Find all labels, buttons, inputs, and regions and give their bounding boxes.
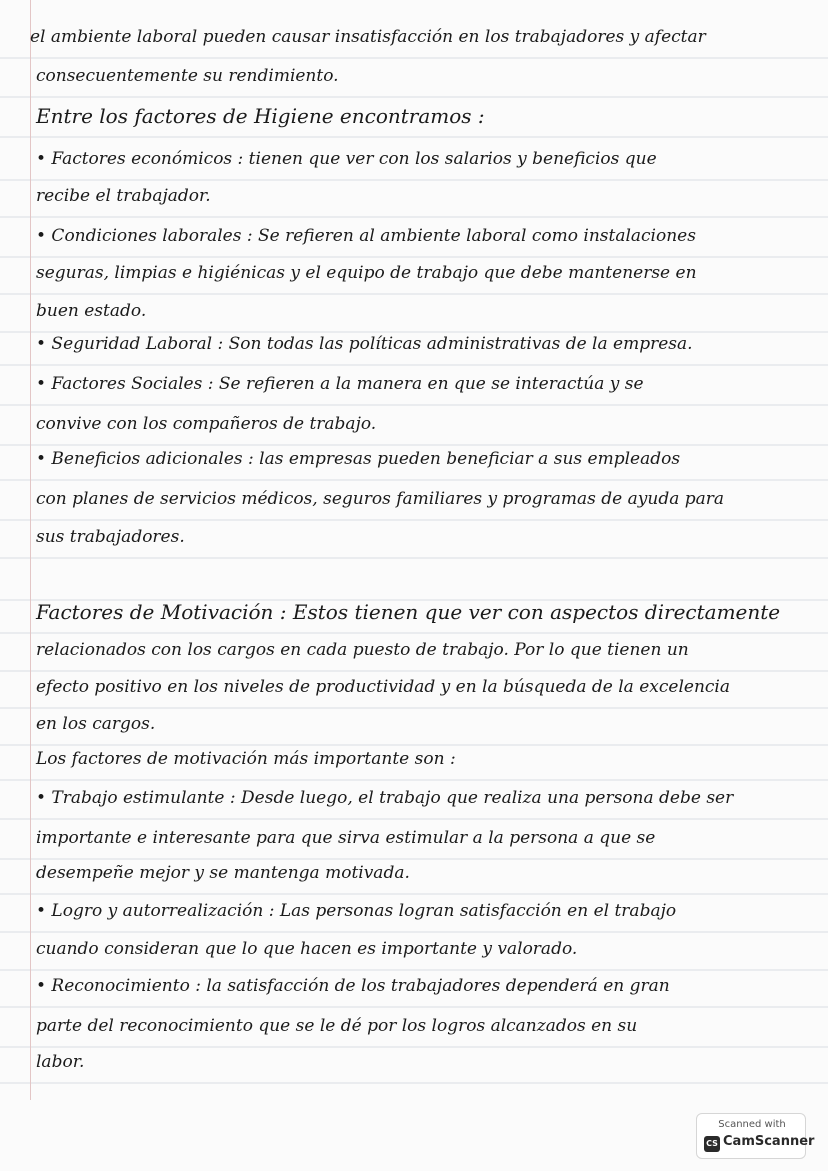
list-item: • Seguridad Laboral : Son todas las políticas administrativas de la empresa. [36, 334, 693, 354]
list-item: • Condiciones laborales : Se refieren al ambiente laboral como instalaciones [36, 226, 696, 246]
list-item: • Reconocimiento : la satisfacción de los trabajadores dependerá en gran [36, 976, 670, 996]
text-line: consecuentemente su rendimiento. [36, 66, 339, 86]
text-line: el ambiente laboral pueden causar insatisfacción en los trabajadores y afectar [30, 27, 706, 47]
text-line: Los factores de motivación más importante son : [36, 749, 456, 769]
text-line: parte del reconocimiento que se le dé por los logros alcanzados en su [36, 1016, 638, 1036]
camscanner-logo-icon: CS [704, 1136, 720, 1152]
text-line: efecto positivo en los niveles de productividad y en la búsqueda de la excelencia [36, 677, 730, 697]
text-line: seguras, limpias e higiénicas y el equipo de trabajo que debe mantenerse en [36, 263, 697, 283]
text-line: importante e interesante para que sirva estimular a la persona a que se [36, 828, 656, 848]
text-line: desempeñe mejor y se mantenga motivada. [36, 863, 410, 883]
text-line: labor. [36, 1052, 85, 1072]
heading-motivation-factors: Factores de Motivación : Estos tienen que ver con aspectos directamente [36, 600, 781, 624]
heading-hygiene-factors: Entre los factores de Higiene encontramos : [36, 104, 485, 128]
blank-line [0, 565, 828, 599]
list-item: • Beneficios adicionales : las empresas pueden beneficiar a sus empleados [36, 449, 681, 469]
text-line: relacionados con los cargos en cada puesto de trabajo. Por lo que tienen un [36, 640, 689, 660]
list-item: • Factores económicos : tienen que ver con los salarios y beneficios que [36, 149, 657, 169]
text-line: convive con los compañeros de trabajo. [36, 414, 377, 434]
text-line: recibe el trabajador. [36, 186, 211, 206]
watermark-caption: Scanned with [718, 1119, 786, 1130]
text-line: sus trabajadores. [36, 527, 185, 547]
text-line: buen estado. [36, 301, 147, 321]
watermark-name: CamScanner [723, 1134, 815, 1149]
list-item: • Factores Sociales : Se refieren a la manera en que se interactúa y se [36, 374, 644, 394]
text-line: en los cargos. [36, 714, 156, 734]
list-item: • Trabajo estimulante : Desde luego, el trabajo que realiza una persona debe ser [36, 788, 734, 808]
camscanner-watermark [696, 1113, 815, 1159]
text-line: con planes de servicios médicos, seguros familiares y programas de ayuda para [36, 489, 725, 509]
text-line: cuando consideran que lo que hacen es importante y valorado. [36, 939, 578, 959]
list-item: • Logro y autorrealización : Las personas logran satisfacción en el trabajo [36, 901, 677, 921]
